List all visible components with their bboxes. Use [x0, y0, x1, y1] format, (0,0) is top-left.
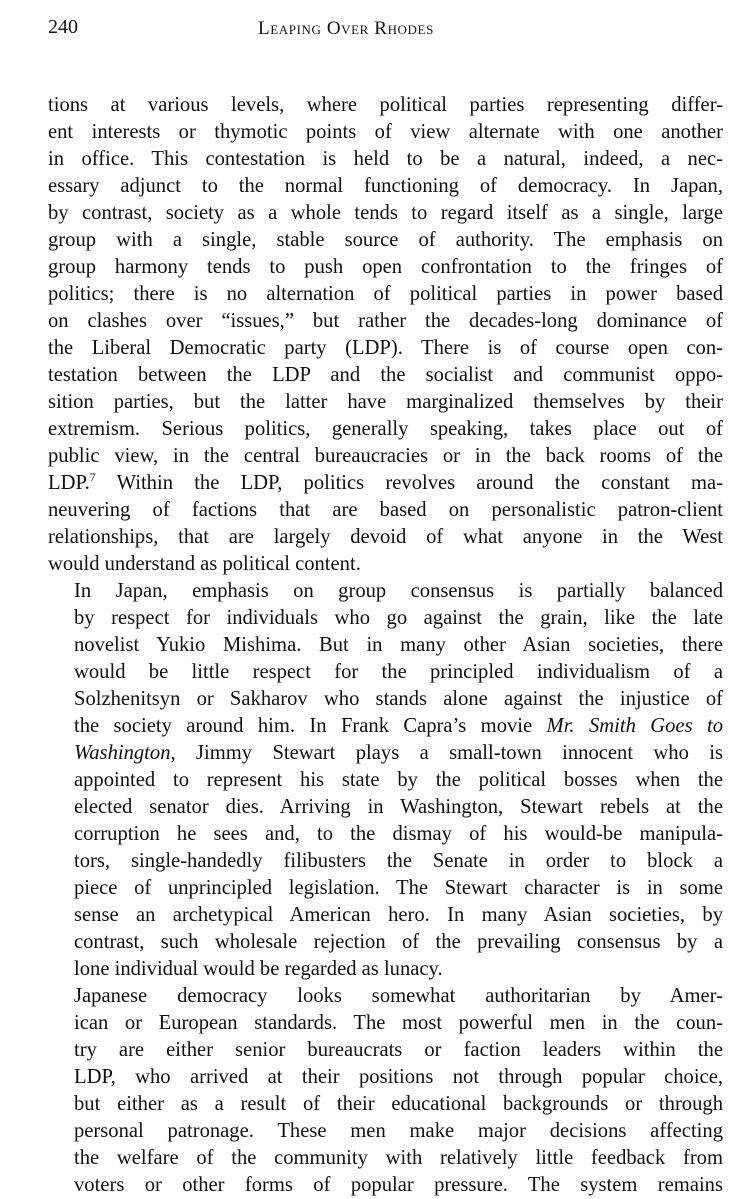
text-line: extremism. Serious politics, generally speaking, takes place out of: [48, 418, 723, 440]
text-line: group with a single, stable source of authority. The emphasis on: [48, 229, 723, 251]
text-line: public view, in the central bureaucracies or in the back rooms of the: [48, 445, 723, 467]
text-line: politics; there is no alternation of political parties in power based: [48, 283, 723, 305]
text-line: corruption he sees and, to the dismay of his would-be manipula-: [74, 823, 723, 845]
footnote-marker: 7: [89, 470, 96, 484]
text-line: ent interests or thymotic points of view alternate with one another: [48, 121, 723, 143]
text-line: appointed to represent his state by the political bosses when the: [74, 769, 723, 791]
text-line: by contrast, society as a whole tends to regard itself as a single, large: [48, 202, 723, 224]
text-line: novelist Yukio Mishima. But in many other Asian societies, there: [74, 634, 723, 656]
text-line: contrast, such wholesale rejection of the prevailing consensus by a: [74, 931, 723, 953]
text-line: relationships, that are largely devoid of what anyone in the West: [48, 526, 723, 548]
text-line: would be little respect for the principled individualism of a: [74, 661, 723, 683]
text-line: the welfare of the community with relatively little feedback from: [74, 1147, 723, 1169]
text-line: Solzhenitsyn or Sakharov who stands alone against the injustice of: [74, 688, 723, 710]
book-page: [48, 14, 723, 1199]
running-title: Leaping Over Rhodes: [258, 18, 434, 39]
text-line: LDP, who arrived at their positions not through popular choice,: [74, 1066, 723, 1088]
paragraph: [48, 983, 723, 1199]
text-line: elected senator dies. Arriving in Washington, Stewart rebels at the: [74, 796, 723, 818]
text-line: group harmony tends to push open confrontation to the fringes of: [48, 256, 723, 278]
text-line: ican or European standards. The most powerful men in the coun-: [74, 1012, 723, 1034]
text-line: testation between the LDP and the socialist and communist oppo-: [48, 364, 723, 386]
paragraph: [48, 92, 723, 578]
text-line: LDP.$^7$ Within the LDP, politics revolves around the constant ma-: [48, 470, 723, 494]
text-line: on clashes over “issues,” but rather the decades-long dominance of: [48, 310, 723, 332]
text-line: lone individual would be regarded as lunacy.: [74, 958, 443, 980]
text-line: by respect for individuals who go against the grain, like the late: [74, 607, 723, 629]
text-line: sense an archetypical American hero. In many Asian societies, by: [74, 904, 723, 926]
text-line: tors, single-handedly filibusters the Senate in order to block a: [74, 850, 723, 872]
text-line: neuvering of factions that are based on personalistic patron-client: [48, 499, 723, 521]
text-line: piece of unprincipled legislation. The Stewart character is in some: [74, 877, 723, 899]
running-head: [48, 14, 723, 48]
text-line: voters or other forms of popular pressure. The system remains: [74, 1174, 723, 1196]
body-text: [48, 92, 723, 1199]
paragraph: [48, 578, 723, 983]
text-line: essary adjunct to the normal functioning of democracy. In Japan,: [48, 175, 723, 197]
text-line: personal patronage. These men make major decisions affecting: [74, 1120, 723, 1142]
text-line: try are either senior bureaucrats or faction leaders within the: [74, 1039, 723, 1061]
text-line: the Liberal Democratic party (LDP). There is of course open con-: [48, 337, 723, 359]
text-line: in office. This contestation is held to be a natural, indeed, a nec-: [48, 148, 723, 170]
text-line: would understand as political content.: [48, 553, 361, 575]
text-line: sition parties, but the latter have marginalized themselves by their: [48, 391, 723, 413]
text-line: In Japan, emphasis on group consensus is partially balanced: [74, 580, 723, 602]
text-line: tions at various levels, where political parties representing differ-: [48, 94, 723, 116]
page-number: 240: [48, 16, 78, 38]
text-line: Washington, Jimmy Stewart plays a small-town innocent who is: [74, 742, 723, 764]
italic-title: Washington,: [74, 742, 176, 764]
italic-title: Mr. Smith Goes to: [546, 715, 723, 737]
text-line: the society around him. In Frank Capra’s movie Mr. Smith Goes to: [74, 715, 723, 737]
text-line: Japanese democracy looks somewhat authoritarian by Amer-: [74, 985, 723, 1007]
text-line: but either as a result of their educational backgrounds or through: [74, 1093, 723, 1115]
